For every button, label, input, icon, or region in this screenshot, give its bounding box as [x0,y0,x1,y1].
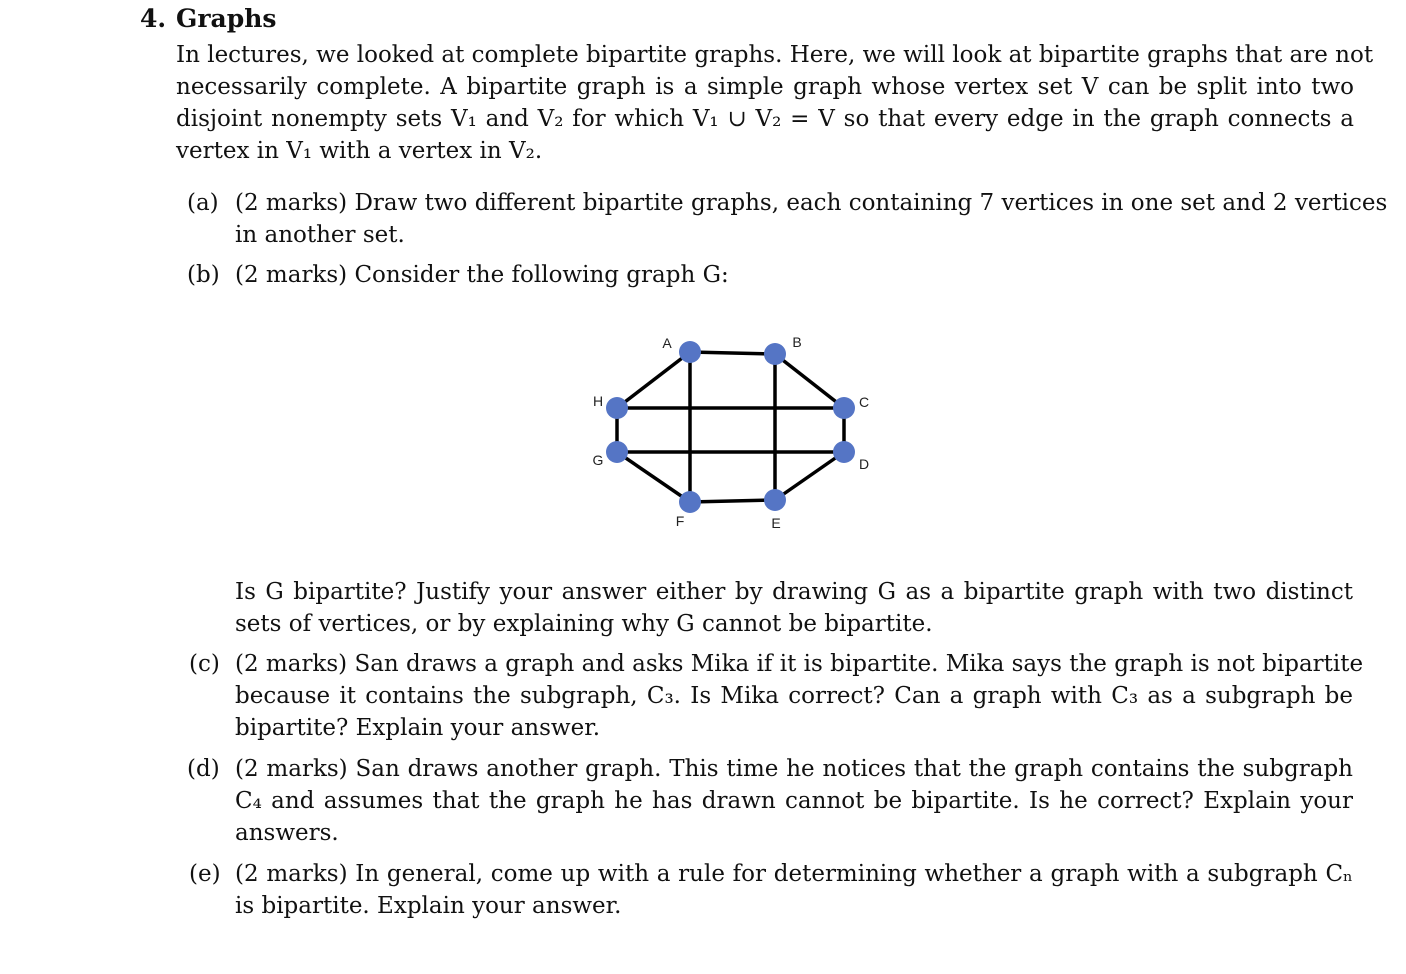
intro-line: In lectures, we looked at complete bipartite graphs. Here, we will look at bipartite graphs that are not [176,42,1374,68]
part-b-text [235,259,1353,291]
part-d-label: (d) [187,756,220,782]
vertex-label-D: D [858,456,870,472]
part-c-text [235,648,1364,744]
vertex-label-H: H [592,393,604,409]
vertex-label-B: B [792,334,802,350]
part-d-text [235,753,1353,849]
part-a-label: (a) [187,190,219,216]
vertex-G [606,441,628,463]
question-number: 4. [140,4,167,33]
part-e-label: (e) [189,861,221,887]
part-b-followup-line: sets of vertices, or by explaining why G cannot be bipartite. [235,611,933,637]
edge-E-F [690,500,775,502]
part-d-line: C₄ and assumes that the graph he has drawn cannot be bipartite. Is he correct? Explain your [235,788,1353,814]
intro-paragraph [176,39,1374,167]
part-b-followup-line: Is G bipartite? Justify your answer either by drawing G as a bipartite graph with two distinct [235,579,1353,605]
part-b-followup [235,576,1353,640]
edge-D-E [775,452,844,500]
part-e-line: (2 marks) In general, come up with a rule for determining whether a graph with a subgraph Cₙ [235,861,1353,887]
vertex-label-G: G [592,452,604,468]
edge-H-A [617,352,690,408]
part-e-line: is bipartite. Explain your answer. [235,893,622,919]
vertex-E [764,489,786,511]
part-c-line: because it contains the subgraph, C₃. Is Mika correct? Can a graph with C₃ as a subgraph be [235,683,1353,709]
vertex-B [764,343,786,365]
vertex-label-C: C [858,394,870,410]
intro-line: disjoint nonempty sets V₁ and V₂ for which V₁ ∪ V₂ = V so that every edge in the graph connects a [176,106,1354,132]
part-c-label: (c) [189,651,220,677]
part-d-line: answers. [235,820,339,846]
intro-line: vertex in V₁ with a vertex in V₂. [176,138,543,164]
part-c-line: (2 marks) San draws a graph and asks Mika if it is bipartite. Mika says the graph is not bipartite [235,651,1364,677]
vertex-F [679,491,701,513]
vertex-D [833,441,855,463]
vertex-H [606,397,628,419]
part-b-line: (2 marks) Consider the following graph G: [235,262,729,288]
part-a-line: in another set. [235,222,405,248]
question-title: Graphs [176,4,277,33]
part-e-text [235,858,1353,922]
part-d-line: (2 marks) San draws another graph. This time he notices that the graph contains the subgraph [235,756,1353,782]
intro-line: necessarily complete. A bipartite graph is a simple graph whose vertex set V can be split into two [176,74,1354,100]
vertex-C [833,397,855,419]
edge-F-G [617,452,690,502]
part-a-text [235,187,1388,251]
vertex-label-F: F [675,513,685,529]
edge-A-B [690,352,775,354]
part-a-line: (2 marks) Draw two different bipartite graphs, each containing 7 vertices in one set and 2 vertices [235,190,1388,216]
part-c-line: bipartite? Explain your answer. [235,715,601,741]
vertex-label-E: E [771,515,781,531]
edge-B-C [775,354,844,408]
graph-edges [617,352,844,502]
graph-vertices [606,341,855,513]
vertex-A [679,341,701,363]
vertex-label-A: A [662,335,672,351]
graph-g-figure [560,320,900,550]
part-b-label: (b) [187,262,220,288]
